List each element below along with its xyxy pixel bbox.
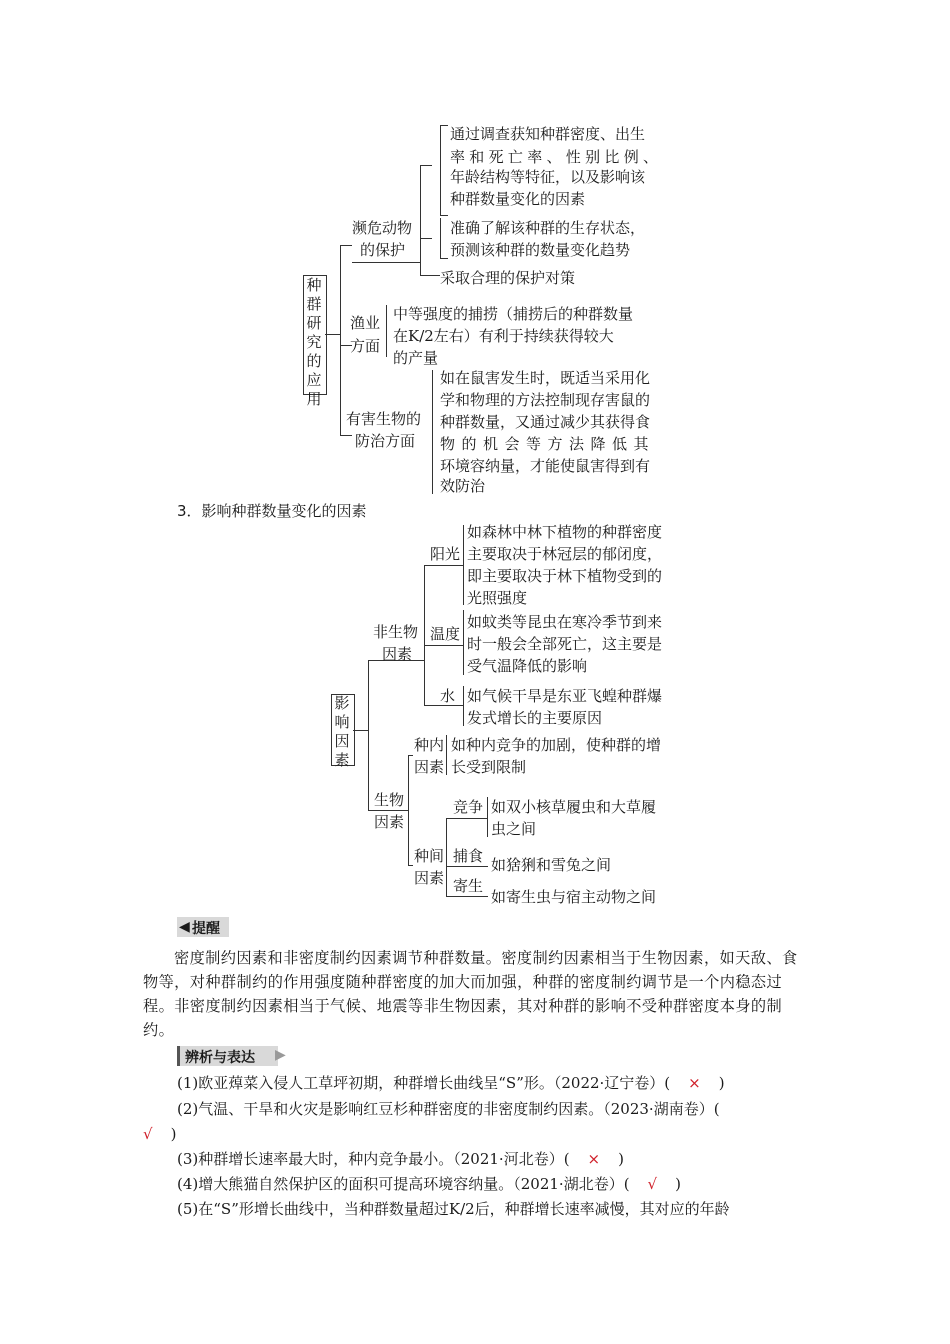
sun-text-line3: 即主要取决于林下植物受到的 xyxy=(467,567,663,585)
fishery-text-line1: 中等强度的捕捞（捕捞后的种群数量 xyxy=(393,305,634,323)
sun-text-line4: 光照强度 xyxy=(467,589,528,607)
root-label-factors: 影响因素 xyxy=(334,694,350,769)
abiotic-label-2: 因素 xyxy=(382,645,413,663)
arrow-icon: ▶ xyxy=(275,1047,286,1063)
pest-text-line4: 物的机会等方法降低其 xyxy=(440,435,656,453)
para-label: 寄生 xyxy=(453,877,484,895)
inter-label-2: 因素 xyxy=(414,869,445,887)
q1-mark: × xyxy=(688,1074,701,1092)
endangered-item3: 采取合理的保护对策 xyxy=(440,269,576,287)
intra-text-line1: 如种内竞争的加剧，使种群的增 xyxy=(451,736,662,754)
branch-fishery-label-1: 渔业 xyxy=(350,314,381,332)
q4-mark: √ xyxy=(647,1175,658,1193)
practice-tag-label: 辨析与表达 xyxy=(185,1050,255,1066)
abiotic-label-1: 非生物 xyxy=(373,623,419,641)
branch-endangered-label-2: 的保护 xyxy=(360,241,406,259)
comp-label: 竞争 xyxy=(453,798,484,816)
tip-tag-label: 提醒 xyxy=(192,921,220,937)
q2-mark: √ xyxy=(143,1125,153,1143)
question-2: (2)气温、干旱和火灾是影响红豆杉种群密度的非密度制约因素。（2023·湖南卷）( xyxy=(177,1100,720,1118)
q3-mark: × xyxy=(587,1150,601,1168)
pest-text-line5: 环境容纳量，才能使鼠害得到有 xyxy=(440,457,651,475)
water-text-line1: 如气候干旱是东亚飞蝗种群爆 xyxy=(467,687,663,705)
endangered-item2-line2: 预测该种群的数量变化趋势 xyxy=(450,241,631,259)
endangered-item1-line4: 种群数量变化的因素 xyxy=(450,190,586,208)
intra-text-line2: 长受到限制 xyxy=(451,758,527,776)
pred-text: 如猞猁和雪兔之间 xyxy=(491,856,612,874)
inter-label-1: 种间 xyxy=(414,847,445,865)
pred-label: 捕食 xyxy=(453,847,484,865)
sun-text-line1: 如森林中林下植物的种群密度 xyxy=(467,523,663,541)
intra-label-2: 因素 xyxy=(414,758,445,776)
question-3: (3)种群增长速率最大时，种内竞争最小。（2021·河北卷）( × ) xyxy=(177,1150,624,1168)
endangered-item1-line1: 通过调查获知种群密度、出生 xyxy=(450,125,646,143)
pest-text-line2: 学和物理的方法控制现存害鼠的 xyxy=(440,391,651,409)
fishery-text-line3: 的产量 xyxy=(393,349,439,367)
tip-text: 密度制约因素和非密度制约因素调节种群数量。密度制约因素相当于生物因素，如天敌、食物等，对种群制约的作用强度随种群密度的加大而加强，种群的密度制约调节是一个内稳态过程。非密度制约因素相当于气候、地震等非生物因素，其对种群的影响不受种群密度本身的制约。 xyxy=(143,949,798,1039)
question-1: (1)欧亚蔊菜入侵人工草坪初期，种群增长曲线呈“S”形。（2022·辽宁卷）( × ) xyxy=(177,1074,725,1092)
water-label: 水 xyxy=(440,687,456,705)
temp-label: 温度 xyxy=(430,625,461,643)
branch-pest-label-2: 防治方面 xyxy=(355,432,416,450)
temp-text-line2: 时一般会全部死亡，这主要是 xyxy=(467,635,663,653)
temp-text-line3: 受气温降低的影响 xyxy=(467,657,588,675)
endangered-item1-line3: 年龄结构等特征，以及影响该 xyxy=(450,168,646,186)
sun-text-line2: 主要取决于林冠层的郁闭度， xyxy=(467,545,663,563)
para-text: 如寄生虫与宿主动物之间 xyxy=(491,888,657,906)
sun-label: 阳光 xyxy=(430,545,461,563)
question-4: (4)增大熊猫自然保护区的面积可提高环境容纳量。（2021·湖北卷）( √ ) xyxy=(177,1175,681,1193)
question-2-cont: √ ) xyxy=(143,1125,177,1143)
biotic-label-2: 因素 xyxy=(374,813,405,831)
pest-text-line6: 效防治 xyxy=(440,477,486,495)
biotic-label-1: 生物 xyxy=(374,791,405,809)
root-label-application: 种群研究的应用 xyxy=(306,276,322,408)
endangered-item2-line1: 准确了解该种群的生存状态， xyxy=(450,219,646,237)
comp-text-line2: 虫之间 xyxy=(491,820,537,838)
branch-endangered-label-1: 濒危动物 xyxy=(352,219,413,237)
endangered-item1-line2: 率和死亡率、性别比例、 xyxy=(450,148,663,166)
pest-text-line1: 如在鼠害发生时，既适当采用化 xyxy=(440,369,651,387)
question-5: (5)在“S”形增长曲线中，当种群数量超过K/2后，种群增长速率减慢，其对应的年龄 xyxy=(177,1200,730,1218)
temp-text-line1: 如蚊类等昆虫在寒冷季节到来 xyxy=(467,613,663,631)
section-heading: 3．影响种群数量变化的因素 xyxy=(177,502,367,520)
branch-pest-label-1: 有害生物的 xyxy=(346,410,422,428)
fishery-text-line2: 在K/2左右）有利于持续获得较大 xyxy=(393,327,614,345)
intra-label-1: 种内 xyxy=(414,736,445,754)
pest-text-line3: 种群数量，又通过减少其获得食 xyxy=(440,413,651,431)
branch-fishery-label-2: 方面 xyxy=(350,337,381,355)
speaker-icon: ◀ xyxy=(179,919,190,935)
comp-text-line1: 如双小核草履虫和大草履 xyxy=(491,798,657,816)
water-text-line2: 发式增长的主要原因 xyxy=(467,709,603,727)
